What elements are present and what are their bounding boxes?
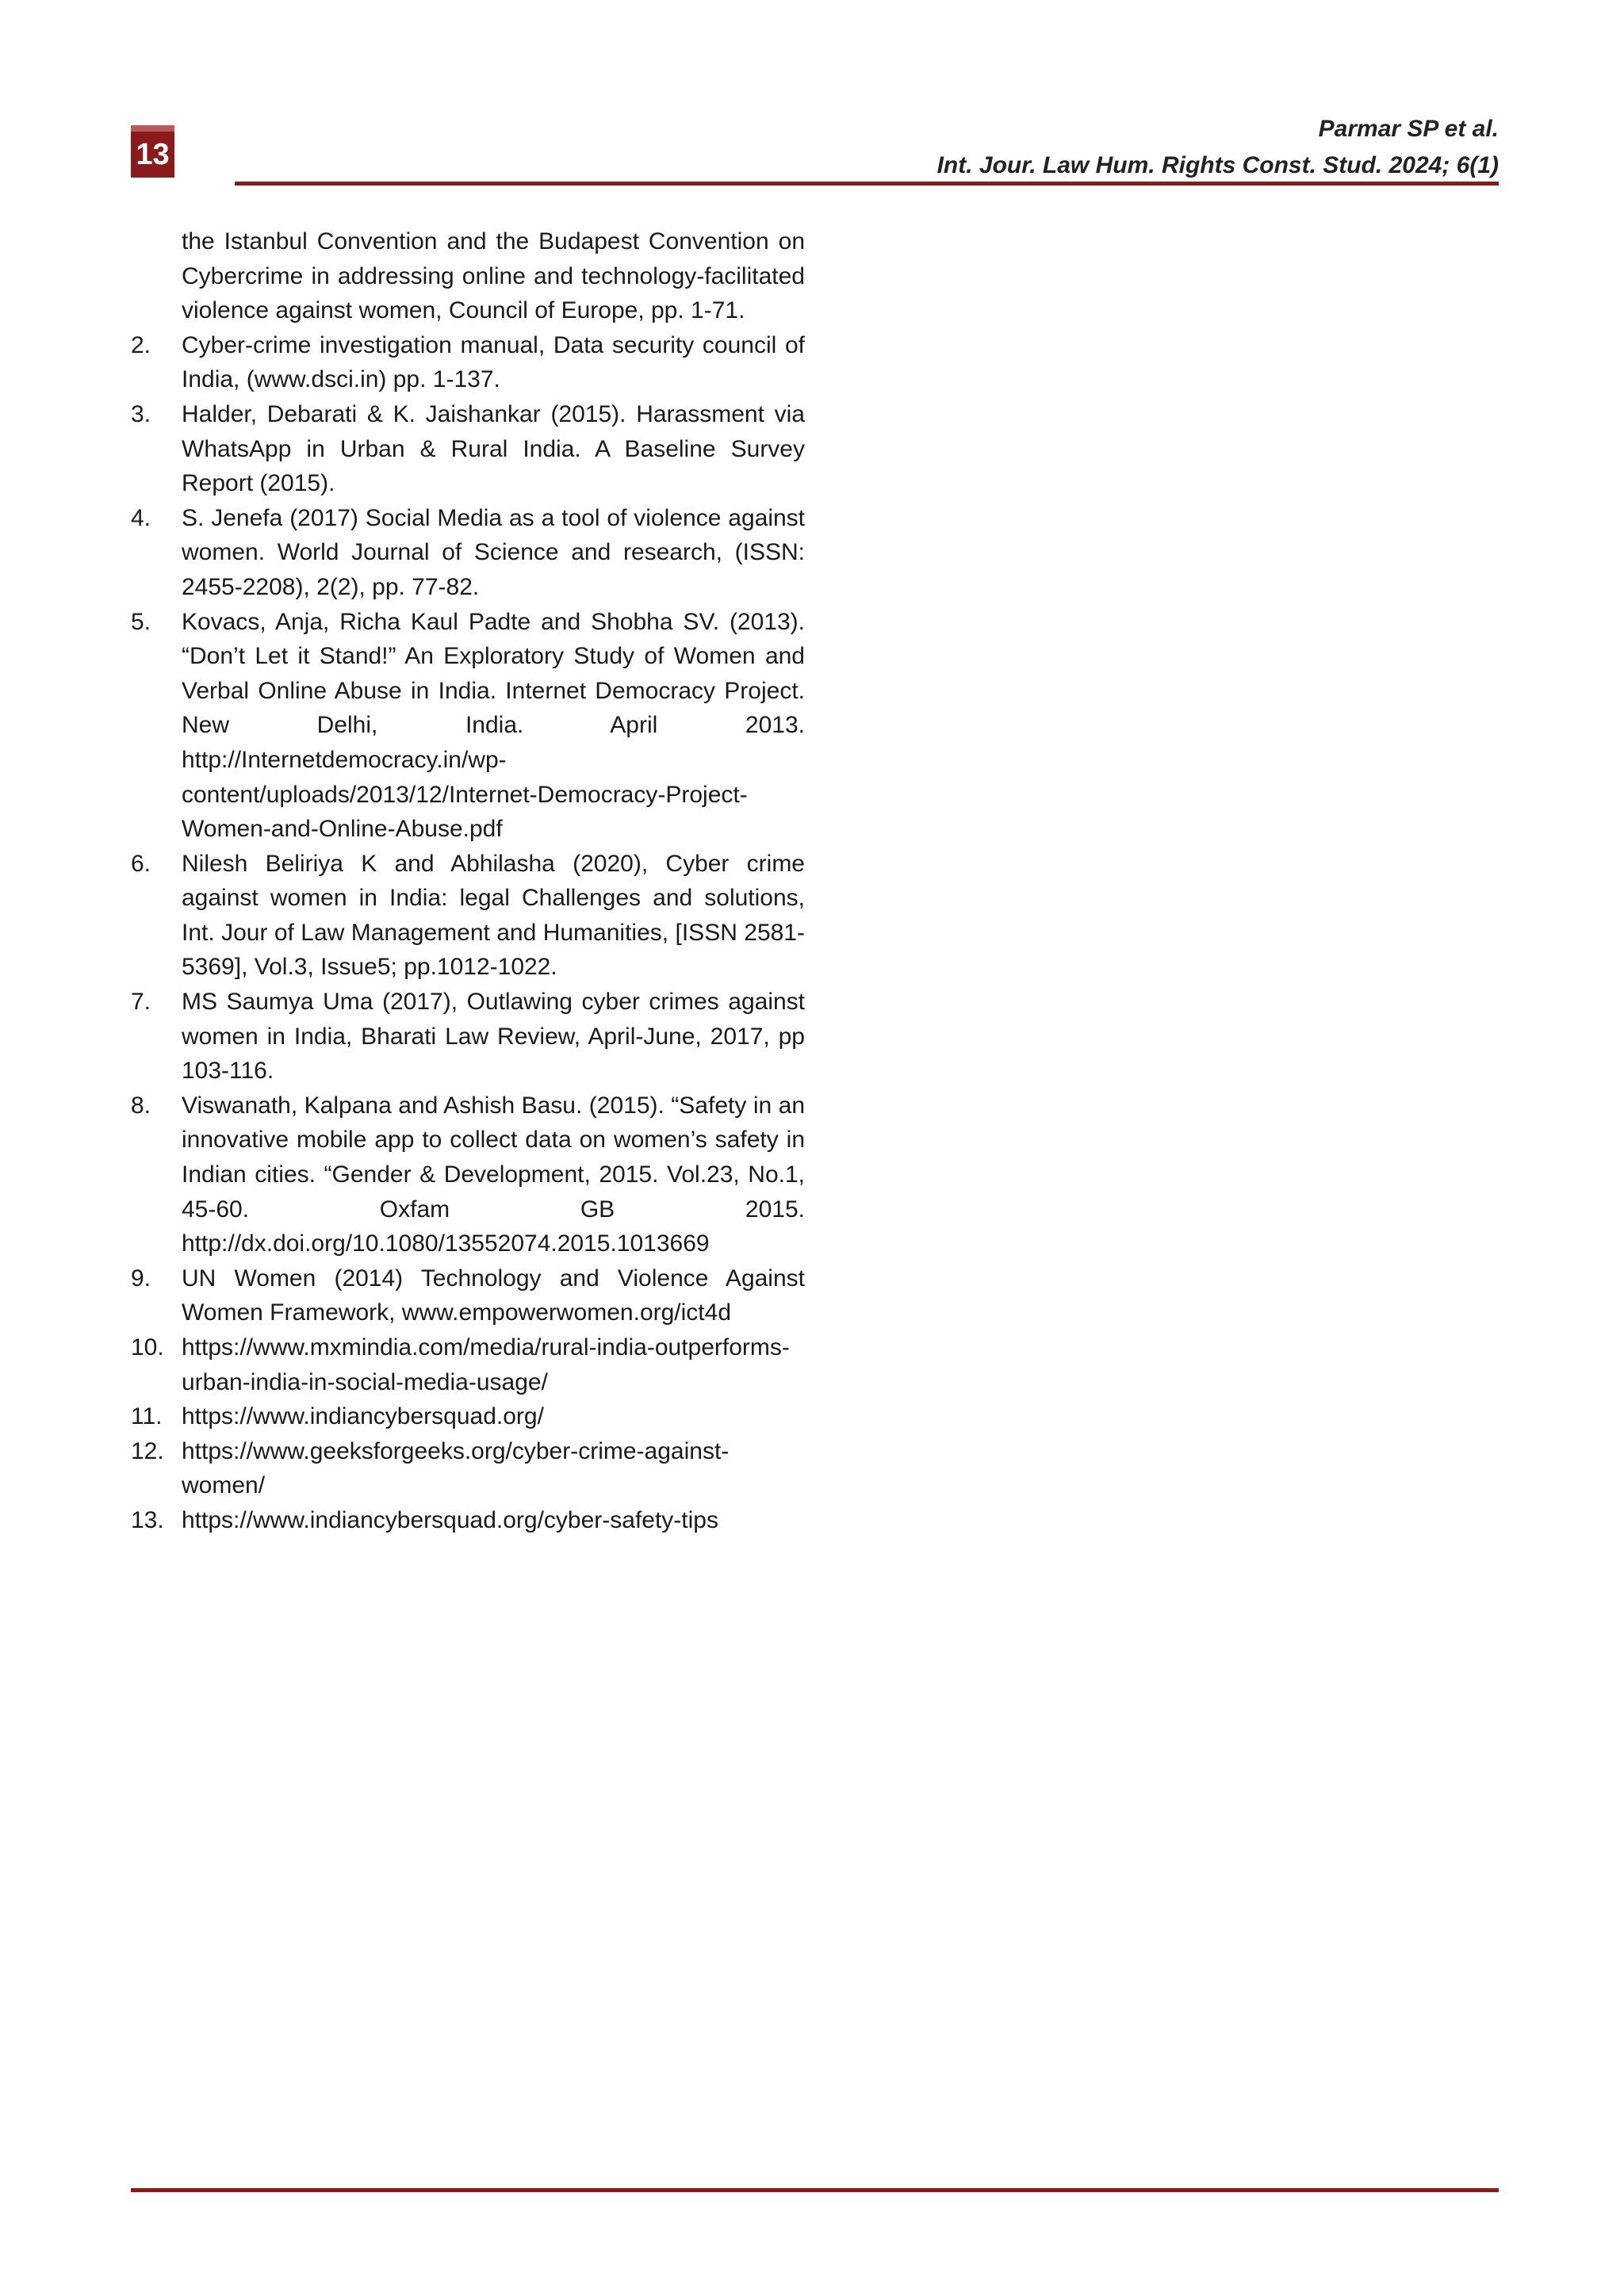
reference-number: 7. bbox=[131, 989, 151, 1016]
reference-item bbox=[131, 1261, 805, 1330]
reference-number: 2. bbox=[131, 331, 151, 358]
reference-text: S. Jenefa (2017) Social Media as a tool of violence against women. World Journal of Science and research, (ISSN: 2455-2208), 2(2), pp. 77-82. bbox=[182, 504, 805, 600]
reference-item bbox=[131, 397, 805, 501]
reference-item bbox=[131, 328, 805, 397]
reference-item bbox=[131, 224, 805, 328]
reference-number: 4. bbox=[131, 504, 151, 531]
reference-text: Halder, Debarati & K. Jaishankar (2015). Harassment via WhatsApp in Urban & Rural India. A Baseline Survey Report (2015). bbox=[182, 400, 805, 497]
reference-item bbox=[131, 605, 805, 847]
header-journal: Int. Jour. Law Hum. Rights Const. Stud. 2024; 6(1) bbox=[936, 152, 1499, 178]
reference-text: the Istanbul Convention and the Budapest Convention on Cybercrime in addressing online and technology-facilitated violence against women, Council of Europe, pp. 1-71. bbox=[182, 228, 805, 324]
footer-divider bbox=[131, 2188, 1499, 2192]
reference-item bbox=[131, 501, 805, 605]
page-number-badge: 13 bbox=[131, 132, 174, 178]
reference-number: 11. bbox=[131, 1403, 163, 1430]
reference-number: 3. bbox=[131, 400, 151, 427]
reference-text: UN Women (2014) Technology and Violence Against Women Framework, www.empowerwomen.org/ict4d bbox=[182, 1265, 805, 1326]
reference-text: Kovacs, Anja, Richa Kaul Padte and Shobha SV. (2013). “Don’t Let it Stand!” An Exploratory Study of Women and Verbal Online Abuse in India. Internet Democracy Project. New Delhi, India. April 2013. http://Internetdemocracy.in/wp-content/uploads/2013/12/Internet-Democracy-Project-Women-and-Online-Abuse.pdf bbox=[182, 608, 805, 843]
reference-text: https://www.indiancybersquad.org/ bbox=[182, 1403, 544, 1430]
reference-number: 13. bbox=[131, 1506, 164, 1533]
reference-text: https://www.mxmindia.com/media/rural-india-outperforms-urban-india-in-social-media-usage/ bbox=[182, 1334, 790, 1395]
reference-item bbox=[131, 1434, 805, 1503]
reference-item bbox=[131, 1089, 805, 1261]
header-author: Parmar SP et al. bbox=[1318, 116, 1499, 142]
reference-number: 9. bbox=[131, 1265, 151, 1292]
reference-list bbox=[131, 224, 805, 1538]
reference-text: MS Saumya Uma (2017), Outlawing cyber crimes against women in India, Bharati Law Review, April-June, 2017, pp 103-116. bbox=[182, 989, 805, 1085]
reference-text: Viswanath, Kalpana and Ashish Basu. (2015). “Safety in an innovative mobile app to collect data on women’s safety in Indian cities. “Gender & Development, 2015. Vol.23, No.1, 45-60. Oxfam GB 2015. http://dx.doi.org/10.1080/13552074.2015.1013669 bbox=[182, 1092, 805, 1257]
reference-number: 12. bbox=[131, 1437, 164, 1464]
reference-number: 6. bbox=[131, 850, 151, 877]
reference-text: Nilesh Beliriya K and Abhilasha (2020), Cyber crime against women in India: legal Challenges and solutions, Int. Jour of Law Management and Humanities, [ISSN 2581-5369], Vol.3, Issue5; pp.1012-1022. bbox=[182, 850, 805, 981]
reference-item bbox=[131, 985, 805, 1089]
reference-text: https://www.indiancybersquad.org/cyber-safety-tips bbox=[182, 1506, 718, 1533]
reference-item bbox=[131, 1503, 805, 1538]
reference-number: 10. bbox=[131, 1334, 164, 1360]
reference-item bbox=[131, 1399, 805, 1434]
reference-number: 8. bbox=[131, 1092, 151, 1119]
running-header bbox=[937, 111, 1499, 184]
reference-item bbox=[131, 847, 805, 985]
header-divider bbox=[235, 182, 1499, 186]
reference-text: Cyber-crime investigation manual, Data security council of India, (www.dsci.in) pp. 1-137. bbox=[182, 331, 805, 393]
reference-number: 5. bbox=[131, 608, 151, 635]
reference-item bbox=[131, 1330, 805, 1399]
reference-text: https://www.geeksforgeeks.org/cyber-crime-against-women/ bbox=[182, 1437, 730, 1499]
